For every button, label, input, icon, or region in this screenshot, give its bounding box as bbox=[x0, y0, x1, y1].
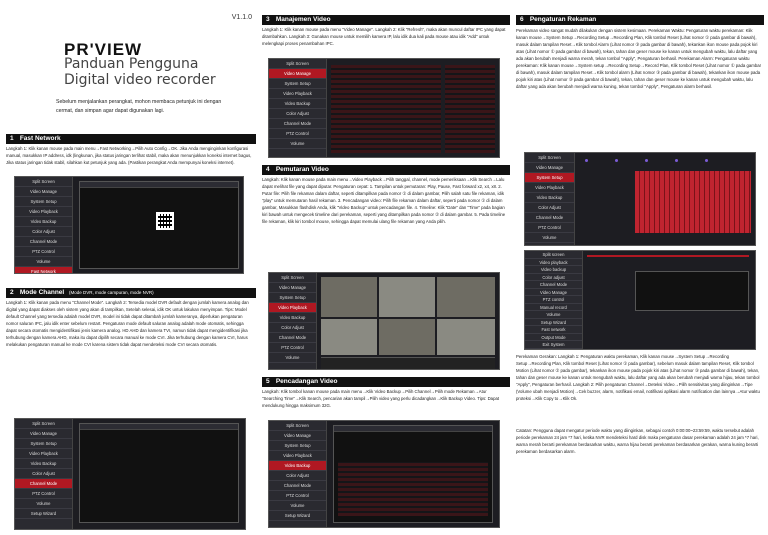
menu-item: Video Backup bbox=[525, 193, 574, 203]
menu-item-active: Video Backup bbox=[269, 461, 326, 471]
menu-item: Volume bbox=[269, 139, 326, 149]
side-menu bbox=[269, 59, 327, 157]
video-thumbnail bbox=[437, 319, 495, 355]
menu-item: Channel Mode bbox=[15, 237, 72, 247]
menu-item: Color Adjust bbox=[269, 471, 326, 481]
side-menu bbox=[525, 153, 575, 245]
menu-item: Output Mode bbox=[525, 334, 582, 342]
menu-item: Split Screen bbox=[269, 59, 326, 69]
section-text-note: Catatan: Pengguna dapat mengatur periode waktu yang diinginkan, sebagai contoh 0:00:00~23:59:59, waktu tersebut adalah periode perekaman 24 jam *7 hari, ketika NVR mendeteksi hard disk maka pengaturan dasar perekaman adalah 24 jam *7 hari, warna merah berarti perekaman berdasarkan waktu, warna hijau berarti perekaman berdasarkan gerakan, warna kuning berarti perekaman berdasarkan alarm. bbox=[516, 428, 759, 454]
section-title: Pemutaran Video bbox=[275, 166, 329, 173]
dialog-header bbox=[80, 424, 238, 430]
menu-item: Video Playback bbox=[15, 449, 72, 459]
section-title: Pengaturan Rekaman bbox=[529, 16, 597, 23]
section-text-backup: Langkah: Klik tombol kanan mouse pada main menu→Klik Video Backup→Pilih Channel→Pilih mode Rekaman→Atur "Searching Time"→Klik Search, pencarian akan tampil→Pilih video yang perlu dicadangkan→Klik Backup Video. Tips: Dapat mendukung hingga maksimum 32G. bbox=[262, 389, 500, 408]
video-thumbnail bbox=[437, 277, 495, 317]
section-number: 6 bbox=[520, 16, 524, 23]
menu-item: Fast network bbox=[525, 326, 582, 334]
section-header-record bbox=[516, 15, 764, 25]
menu-item-active: Channel Mode bbox=[15, 479, 72, 489]
menu-item: Video Manage bbox=[269, 431, 326, 441]
menu-item-active: Video Manage bbox=[269, 69, 326, 79]
intro-text: Sebelum menjalankan perangkat, mohon membaca petunjuk ini dengan cermat, dan simpan agar dapat digunakan lagi. bbox=[56, 99, 222, 114]
section-header-backup bbox=[262, 377, 510, 387]
file-list bbox=[338, 462, 488, 516]
menu-item: Video Playback bbox=[525, 183, 574, 193]
dialog-header bbox=[334, 426, 492, 432]
menu-item: System Setup bbox=[269, 293, 316, 303]
tab-icon bbox=[645, 159, 648, 162]
menu-item: Video Playback bbox=[269, 89, 326, 99]
menu-item: Color Adjust bbox=[525, 203, 574, 213]
menu-item: PTZ control bbox=[525, 296, 582, 304]
menu-item: Color Adjust bbox=[15, 469, 72, 479]
column-1 bbox=[6, 0, 256, 535]
added-list bbox=[445, 65, 495, 153]
schedule-grid[interactable] bbox=[635, 171, 751, 233]
section-number: 3 bbox=[266, 16, 270, 23]
menu-item: Channel Mode bbox=[269, 119, 326, 129]
menu-item: PTZ Control bbox=[269, 129, 326, 139]
section-title: Mode Channel bbox=[19, 289, 65, 296]
menu-item: PTZ Control bbox=[15, 489, 72, 499]
side-menu bbox=[15, 177, 73, 273]
menu-item: Setup Wizard bbox=[15, 509, 72, 519]
menu-item: Color Adjust bbox=[15, 227, 72, 237]
qr-code-icon bbox=[156, 212, 174, 230]
dialog-panel bbox=[333, 425, 493, 523]
tab-icon bbox=[585, 159, 588, 162]
menu-item: Split screen bbox=[525, 251, 582, 259]
screenshot-backup bbox=[268, 420, 500, 528]
menu-item: Color Adjust bbox=[269, 109, 326, 119]
section-number: 4 bbox=[266, 166, 270, 173]
menu-item: Video Playback bbox=[269, 451, 326, 461]
side-menu bbox=[269, 273, 317, 369]
menu-item: System Setup bbox=[269, 79, 326, 89]
menu-item: Color Adjust bbox=[269, 323, 316, 333]
tab-icon bbox=[675, 159, 678, 162]
menu-item: Video backup bbox=[525, 266, 582, 274]
menu-item: PTZ Control bbox=[525, 223, 574, 233]
menu-item: Video Manage bbox=[525, 289, 582, 297]
video-thumbnail bbox=[379, 277, 435, 317]
section-header-video-manage bbox=[262, 15, 510, 25]
section-title: Fast Network bbox=[19, 135, 61, 142]
video-thumbnail bbox=[379, 319, 435, 355]
dialog-panel bbox=[79, 423, 239, 523]
menu-item: Video Backup bbox=[269, 313, 316, 323]
section-number: 5 bbox=[266, 378, 270, 385]
motion-timeline[interactable] bbox=[635, 271, 749, 311]
menu-item: PTZ Control bbox=[269, 343, 316, 353]
menu-item: Volume bbox=[269, 353, 316, 363]
menu-item: Video playback bbox=[525, 259, 582, 267]
title-line-2: Digital video recorder bbox=[64, 72, 216, 88]
menu-item: System Setup bbox=[15, 439, 72, 449]
menu-item: Exit System bbox=[525, 341, 582, 349]
section-number: 1 bbox=[10, 135, 14, 142]
screenshot-mode-channel bbox=[14, 418, 246, 530]
menu-item: Volume bbox=[525, 233, 574, 243]
menu-item-active: System Setup bbox=[525, 173, 574, 183]
dialog-header bbox=[80, 182, 238, 188]
menu-item: Video Playback bbox=[15, 207, 72, 217]
menu-item: Video Backup bbox=[15, 217, 72, 227]
section-number: 2 bbox=[10, 289, 14, 296]
section-text-mode-channel: Langkah 1: Klik kanan pada menu "Channel Mode". Langkah 2: Tersedia model DVR default dengan jumlah kamera analog dan digital yang dapat diakses oleh sistem yang akan di tampilkan, Setelah selesai, idik OK untuk lakukan menyimpan. Tips: Model default Channel yang tersedia adalah model DVR, model ini tidak dapat ditambah jumlah kameranya, diperlukan pengaturan nomor saluran IPC, jalu idik enter sebelum restart. Pengaturan mode default saluran analog adalah mode otomatis, sehingga dapat secara otomatis mengidentifikasi jenis kamera analog. HD AHD dan kamera TVI, namun tidak dapat mengidentifikasi jika terhubung dengan kamera AHD, maka itu dapat dipilih secara manual ke mode CVI. Jika terhubung dengan kamera CVI, harus melakukan pengaturan manual ke mode CVI karena sistem tidak dapat mendeteksi mode CVI secara otomatis. bbox=[6, 300, 249, 347]
menu-item: Setup Wizard bbox=[525, 319, 582, 327]
tab-icon bbox=[705, 159, 708, 162]
section-text-record: Perekaman video sangat mudah dilakukan dengan sistem kesimaan. Perekaman Waktu: Pengaturan waktu perekaman: Klik kanan mouse→System Setup→Recording Setup→Recording Plan, Klik tombol Reset (Lihat nomor ① pada gambar di bawah), masuk dalam tampilan Reset→Klik tombol Alarm (Lihat nomor ③ pada gambar di bawah), tekankan ikon mouse pada pojok kiri atas (Lihat nomor ① pada gambar di bawah), tekan, tahan dan geser mouse ke kanan untuk mengubah waktu, lalu daftar yang ada akan berubah menjadi warna merah, tekan tombol "Apply", Pengaturan berhasil. Perekaman Alarm: Pengaturan waktu perekaman: Klik kanan mouse→System setup→Recording Setup→Record Plan, Klik tombol Reset (Lihat nomor ① pada gambar di bawah), masuk dalam tampilan Reset→Klik tombol alarm (Lihat nomor ③ pada gambar di bawah), tekankan ikon mouse pada pojok kiri atas (Lihat nomor ③ pada gambar di bawah), tekan, tahan dan geser mouse ke kanan untuk mengubah waktu, lalu daftar yang ada akan berubah menjadi warna kuning, tekan tombol "Apply", Pengaturan alarm berhasil. bbox=[516, 28, 762, 89]
screenshot-playback bbox=[268, 272, 500, 370]
menu-item: Setup Wizard bbox=[269, 511, 326, 521]
menu-item: Video Manage bbox=[15, 187, 72, 197]
menu-item: Video Manage bbox=[525, 163, 574, 173]
menu-item: PTZ Control bbox=[15, 247, 72, 257]
menu-item: Video Manage bbox=[15, 429, 72, 439]
column-3 bbox=[516, 0, 764, 535]
section-header-playback bbox=[262, 165, 510, 175]
side-menu bbox=[15, 419, 73, 529]
section-text-motion: Perekaman Gerakan: Langkah 1: Pengaturan waktu perekaman, Klik kanan mouse→System Setup→Recording Setup→Recording Plan, Klik tombol Reset (Lihat nomor ① pada gambar), sebelum masuk dalam tampilan Reset, Klik tombol Motion (Lihat nomor ② pada gambar), tekankan ikon mouse pada pojok kiri atas (Lihat nomor ③ pada gambar di bawah), tekan, tahan dan geser mouse ke kanan untuk mengubah waktu, lalu daftar yang ada akan berubah menjadi warna hijau, tekan tombol "Apply", Pengaturan berhasil. Langkah 2: Pilih pengaturan Channel→Deteksi Video→Pilih sensitivitas yang diinginkan→Tipe (Volume ubah menjadi Motion)→Cek buzzer, alarm, notifikasi email, notifikasi aplikasi alarm notification dan lainnya→Atur waktu proteksi→Klik Copy to→Klik Ok. bbox=[516, 354, 760, 401]
menu-item: Channel Mode bbox=[525, 281, 582, 289]
section-header-mode-channel bbox=[6, 288, 256, 298]
menu-item: PTZ Control bbox=[269, 491, 326, 501]
title-line-1: Panduan Pengguna bbox=[64, 56, 199, 72]
header-accent bbox=[587, 255, 749, 257]
menu-item: Split Screen bbox=[269, 273, 316, 283]
menu-item-active: Fast Network bbox=[15, 267, 72, 274]
menu-item: Video Manage bbox=[269, 283, 316, 293]
section-text-fast-network: Langkah 1: Klik kanan mouse pada main menu→Fast Networking→Pilih Auto Config→OK. Jika Anda menginginkan konfigurasi manual, masukkan IP address, idk (lingkunan, jika status jaringan terlihat stabil, maka akan menunjukkan koneksi internet bagus, Jika status jaringan tidak stabil, silahkan kut petunjuk yang ada. (Pastikan perangkat Anda mempunyai koneksi internet). bbox=[6, 146, 252, 165]
side-menu bbox=[269, 421, 327, 527]
menu-item: Channel Mode bbox=[269, 333, 316, 343]
section-subtitle: (Mode DVR, mode campuran, mode NVR) bbox=[69, 290, 154, 295]
menu-item: System Setup bbox=[269, 441, 326, 451]
menu-item: Channel Mode bbox=[525, 213, 574, 223]
tab-icon bbox=[615, 159, 618, 162]
timeline-bar[interactable] bbox=[321, 357, 495, 369]
device-list bbox=[331, 65, 441, 153]
dialog-panel bbox=[79, 181, 239, 269]
menu-item: Split Screen bbox=[15, 419, 72, 429]
side-menu bbox=[525, 251, 583, 349]
menu-item: Channel Mode bbox=[269, 481, 326, 491]
screenshot-motion-setup bbox=[524, 250, 756, 350]
menu-item: Manual record bbox=[525, 304, 582, 312]
video-thumbnail bbox=[321, 319, 377, 355]
video-thumbnail bbox=[321, 277, 377, 317]
section-title: Pencadangan Video bbox=[275, 378, 338, 385]
screenshot-record-plan bbox=[524, 152, 756, 246]
section-text-video-manage: Langkah 1: Klik kanan mouse pada menu "Video Manage". Langkah 2: Klik "Refresh", maka akan muncul daftar IPC yang dapat ditambahkan. Langkah 3: Gunakan mouse untuk memilih kamera IP, lalu idik dua kali pada mouse atau idik "Add" untuk melengkapi proses penambahan IPC. bbox=[262, 27, 506, 46]
section-text-playback: Langkah: Klik kanan mouse pada main menu→Video Playback→Pilih tanggal, channel, mode pemeriksaan→Klik Search→Lalu dapat melihat file yang dapat diputar. Pengaturan cepat: 1. Tampilan untuk pemutaran: Play, Pause, Fast forward x2, x4, x8. 2. Putar file: Pilih file rekaman dalam daftar, seperti ditampilkan pada nomor ① di dalam gambar, Pilih salah satu file rekaman, idik "play" untuk memutaran hasil rekaman. 3. Pencadangan video: Pilih file rekaman dalam daftar, seperti pada nomor ① di dalam gambar, Masukkan flashdisk Anda, klik "Video Backup" untuk pencadangan file. 4. Timeline: Klik "Date" dan "Time" pada bagian kiri bawah untuk mengecek timeline dari perekaman, seperti yang ditampilkan pada nomor ② di dalam gambar. 5. Pada timeline file rekaman, klik kiri tombol mouse, sehingga dapat memulai ulang file rekaman yang Anda pilih. bbox=[262, 177, 506, 224]
menu-item: Split Screen bbox=[269, 421, 326, 431]
menu-item: Color adjust bbox=[525, 274, 582, 282]
menu-item: Volume bbox=[525, 311, 582, 319]
brand-logo: PR'VIEW bbox=[64, 40, 143, 59]
screenshot-fast-network bbox=[14, 176, 244, 274]
menu-item: Volume bbox=[15, 499, 72, 509]
version-label: V1.1.0 bbox=[231, 14, 252, 21]
section-title: Manajemen Video bbox=[275, 16, 331, 23]
menu-item: Split Screen bbox=[525, 153, 574, 163]
menu-item: Video Backup bbox=[15, 459, 72, 469]
menu-item: Split Screen bbox=[15, 177, 72, 187]
column-2 bbox=[262, 0, 510, 535]
menu-item: System Setup bbox=[15, 197, 72, 207]
menu-item-active: Video Playback bbox=[269, 303, 316, 313]
screenshot-video-manage bbox=[268, 58, 500, 158]
menu-item: Video Backup bbox=[269, 99, 326, 109]
menu-item: Volume bbox=[15, 257, 72, 267]
section-header-fast-network bbox=[6, 134, 256, 144]
menu-item: Volume bbox=[269, 501, 326, 511]
